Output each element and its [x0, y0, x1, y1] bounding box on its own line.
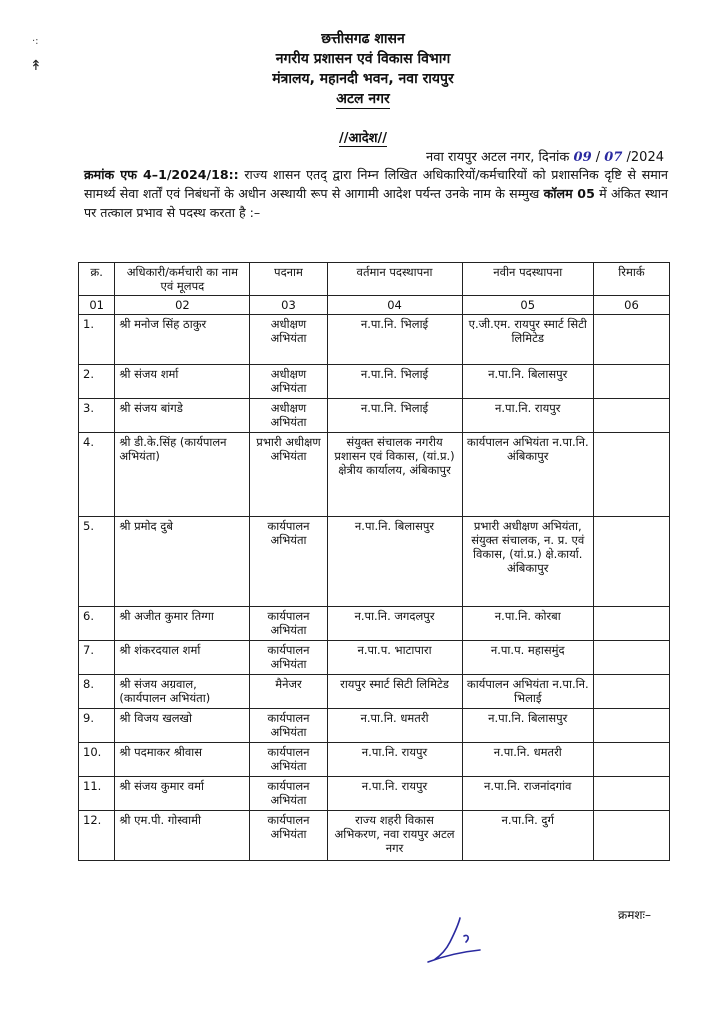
cell-designation: कार्यपालन अभियंता [250, 811, 327, 861]
header-city-text: अटल नगर [336, 91, 390, 107]
cell-designation: अधीक्षण अभियंता [250, 315, 327, 365]
cell-serial: 11. [79, 777, 115, 811]
cell-new-posting: न.पा.नि. रायपुर [462, 399, 593, 433]
cell-designation: कार्यपालन अभियंता [250, 743, 327, 777]
th-remark: रिमार्क [593, 263, 669, 296]
cell-remark [593, 709, 669, 743]
header-department: नगरीय प्रशासन एवं विकास विभाग [275, 51, 451, 67]
order-date-line: नवा रायपुर अटल नगर, दिनांक 09 / 07 /2024 [426, 150, 664, 165]
header-state: छत्तीसगढ शासन [321, 31, 405, 47]
th-serial: क्र. [79, 263, 115, 296]
table-row [79, 433, 670, 517]
cell-name: श्री पदमाकर श्रीवास [115, 743, 250, 777]
order-title-text: //आदेश// [338, 131, 388, 146]
cell-current-posting: रायपुर स्मार्ट सिटी लिमिटेड [327, 675, 462, 709]
th-name: अधिकारी/कर्मचारी का नाम एवं मूलपद [115, 263, 250, 296]
cell-remark [593, 811, 669, 861]
date-month: 07 [604, 150, 623, 165]
cell-new-posting: न.पा.नि. दुर्ग [462, 811, 593, 861]
scan-mark: ·: [32, 36, 39, 47]
cell-remark [593, 433, 669, 517]
cell-remark [593, 365, 669, 399]
order-body [84, 165, 668, 222]
order-body-part1: राज्य शासन एतद् द्वारा निम्न लिखित अधिकारियों/कर्मचारियों को प्रशासनिक दृष्टि से समान सामर्थ्य सेवा शर्तों एवं निबंधनों के अधीन अस्थायी रूप से आगामी आदेश पर्यन्त उनके नाम के सम्मुख [84, 167, 668, 201]
col-number: 02 [115, 296, 250, 315]
cell-current-posting: न.पा.नि. जगदलपुर [327, 607, 462, 641]
table-row [79, 675, 670, 709]
cell-new-posting: न.पा.नि. धमतरी [462, 743, 593, 777]
cell-new-posting: प्रभारी अधीक्षण अभियंता, संयुक्त संचालक, न. प्र. एवं विकास, (यां.प्र.) क्षे.कार्या. अंबिकापुर [462, 517, 593, 607]
signature [420, 912, 490, 967]
cell-name: श्री एम.पी. गोस्वामी [115, 811, 250, 861]
order-title [0, 128, 726, 146]
order-body-part2: में अंकित स्थान पर तत्काल प्रभाव से पदस्थ करता है :– [84, 186, 668, 220]
cell-designation: अधीक्षण अभियंता [250, 399, 327, 433]
date-year: /2024 [626, 150, 664, 165]
cell-designation: कार्यपालन अभियंता [250, 709, 327, 743]
cell-new-posting: कार्यपालन अभियंता न.पा.नि. अंबिकापुर [462, 433, 593, 517]
cell-serial: 4. [79, 433, 115, 517]
table-row [79, 777, 670, 811]
cell-current-posting: न.पा.नि. भिलाई [327, 399, 462, 433]
cell-current-posting: न.पा.नि. रायपुर [327, 777, 462, 811]
th-new-posting: नवीन पदस्थापना [462, 263, 593, 296]
column-ref: कॉलम 05 [543, 186, 595, 201]
table-header-row [79, 263, 670, 296]
cell-remark [593, 675, 669, 709]
cell-remark [593, 777, 669, 811]
cell-designation: कार्यपालन अभियंता [250, 517, 327, 607]
cell-new-posting: न.पा.नि. राजनांदगांव [462, 777, 593, 811]
cell-new-posting: न.पा.नि. कोरबा [462, 607, 593, 641]
th-current-posting: वर्तमान पदस्थापना [327, 263, 462, 296]
cell-new-posting: न.पा.प. महासमुंद [462, 641, 593, 675]
cell-name: श्री विजय खलखो [115, 709, 250, 743]
continued-note: क्रमशः– [618, 908, 651, 922]
cell-current-posting: न.पा.नि. भिलाई [327, 315, 462, 365]
cell-name: श्री संजय बांगडे [115, 399, 250, 433]
scan-mark-arrow: ↟ [30, 58, 42, 74]
cell-designation: कार्यपालन अभियंता [250, 777, 327, 811]
table-row [79, 743, 670, 777]
cell-remark [593, 607, 669, 641]
cell-serial: 9. [79, 709, 115, 743]
cell-name: श्री डी.के.सिंह (कार्यपालन अभियंता) [115, 433, 250, 517]
cell-name: श्री अजीत कुमार तिग्गा [115, 607, 250, 641]
cell-new-posting: न.पा.नि. बिलासपुर [462, 709, 593, 743]
cell-designation: प्रभारी अधीक्षण अभियंता [250, 433, 327, 517]
cell-designation: कार्यपालन अभियंता [250, 641, 327, 675]
cell-serial: 10. [79, 743, 115, 777]
cell-name: श्री संजय कुमार वर्मा [115, 777, 250, 811]
cell-serial: 2. [79, 365, 115, 399]
cell-current-posting: न.पा.प. भाटापारा [327, 641, 462, 675]
cell-serial: 3. [79, 399, 115, 433]
cell-current-posting: न.पा.नि. बिलासपुर [327, 517, 462, 607]
header-city [0, 90, 726, 108]
transfer-table [78, 262, 670, 861]
date-prefix: नवा रायपुर अटल नगर, दिनांक [426, 150, 570, 165]
cell-new-posting: कार्यपालन अभियंता न.पा.नि. भिलाई [462, 675, 593, 709]
cell-remark [593, 315, 669, 365]
cell-serial: 7. [79, 641, 115, 675]
cell-new-posting: ए.जी.एम. रायपुर स्मार्ट सिटी लिमिटेड [462, 315, 593, 365]
cell-current-posting: संयुक्त संचालक नगरीय प्रशासन एवं विकास, (यां.प्र.) क्षेत्रीय कार्यालय, अंबिकापुर [327, 433, 462, 517]
cell-remark [593, 517, 669, 607]
table-row [79, 399, 670, 433]
header-address: मंत्रालय, महानदी भवन, नवा रायपुर [272, 71, 454, 87]
table-row [79, 315, 670, 365]
cell-current-posting: राज्य शहरी विकास अभिकरण, नवा रायपुर अटल नगर [327, 811, 462, 861]
cell-name: श्री संजय अग्रवाल, (कार्यपालन अभियंता) [115, 675, 250, 709]
cell-new-posting: न.पा.नि. बिलासपुर [462, 365, 593, 399]
col-number: 03 [250, 296, 327, 315]
cell-designation: अधीक्षण अभियंता [250, 365, 327, 399]
table-column-number-row [79, 296, 670, 315]
cell-name: श्री संजय शर्मा [115, 365, 250, 399]
cell-name: श्री मनोज सिंह ठाकुर [115, 315, 250, 365]
cell-serial: 1. [79, 315, 115, 365]
cell-serial: 12. [79, 811, 115, 861]
table-row [79, 709, 670, 743]
cell-serial: 6. [79, 607, 115, 641]
cell-remark [593, 743, 669, 777]
table-row [79, 517, 670, 607]
cell-serial: 5. [79, 517, 115, 607]
th-designation: पदनाम [250, 263, 327, 296]
col-number: 06 [593, 296, 669, 315]
cell-designation: कार्यपालन अभियंता [250, 607, 327, 641]
cell-current-posting: न.पा.नि. रायपुर [327, 743, 462, 777]
cell-remark [593, 641, 669, 675]
col-number: 01 [79, 296, 115, 315]
table-body [79, 315, 670, 861]
cell-current-posting: न.पा.नि. भिलाई [327, 365, 462, 399]
table-row [79, 811, 670, 861]
date-day: 09 [573, 150, 592, 165]
col-number: 04 [327, 296, 462, 315]
table-row [79, 365, 670, 399]
col-number: 05 [462, 296, 593, 315]
cell-name: श्री प्रमोद दुबे [115, 517, 250, 607]
cell-current-posting: न.पा.नि. धमतरी [327, 709, 462, 743]
cell-designation: मैनेजर [250, 675, 327, 709]
cell-name: श्री शंकरदयाल शर्मा [115, 641, 250, 675]
table-row [79, 641, 670, 675]
table-row [79, 607, 670, 641]
order-ref: क्रमांक एफ 4–1/2024/18:: [84, 167, 239, 182]
cell-serial: 8. [79, 675, 115, 709]
cell-remark [593, 399, 669, 433]
